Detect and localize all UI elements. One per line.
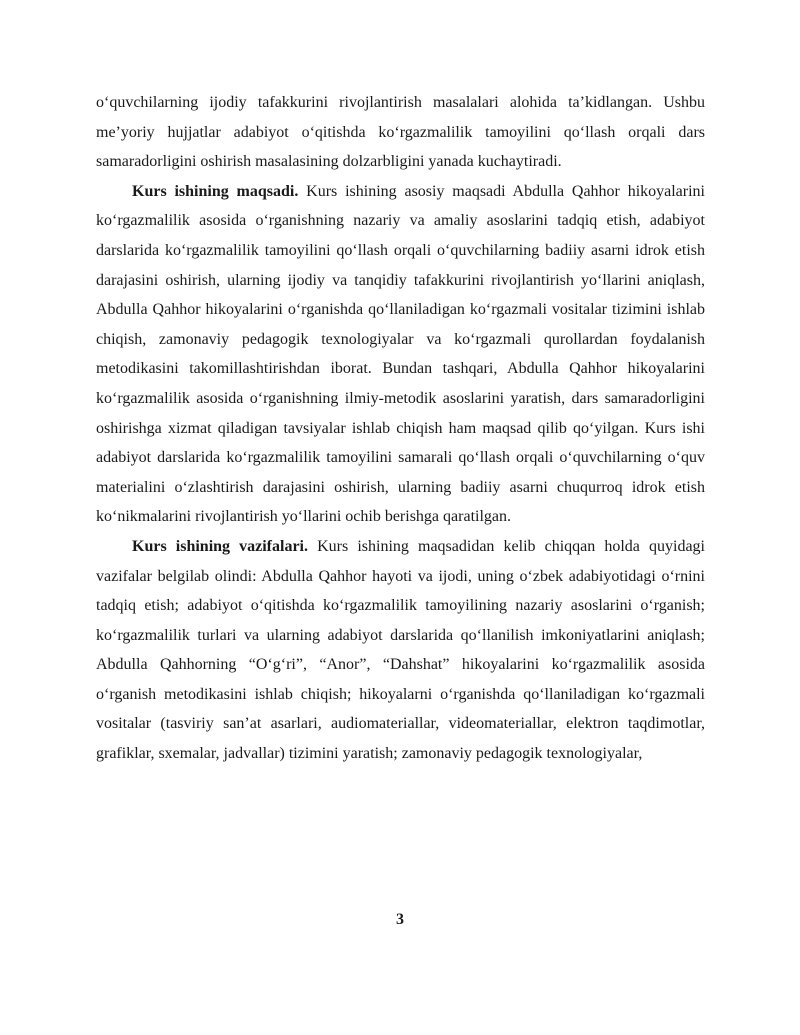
paragraph-tasks [96, 532, 705, 769]
paragraph-text: o‘quvchilarning ijodiy tafakkurini rivojlantirish masalalari alohida ta’kidlangan. Ushbu me’yoriy hujjatlar adabiyot o‘qitishda ko‘rgazmalilik tamoyilini qo‘llash orqali dars samaradorligini oshirish masalasining dolzarbligini yanada kuchaytiradi. [96, 94, 705, 171]
paragraph-goal [96, 177, 705, 532]
paragraph-text: Kurs ishining maqsadidan kelib chiqqan holda quyidagi vazifalar belgilab olindi: Abdulla Qahhor hayoti va ijodi, uning o‘zbek adabiyotidagi o‘rnini tadqiq etish; adabiyot o‘qitishda ko‘rgazmalilik tamoyilining nazariy asoslarini o‘rganish; ko‘rgazmalilik turlari va ularning adabiyot darslarida qo‘llanilish imkoniyatlarini aniqlash; Abdulla Qahhorning “O‘g‘ri”, “Anor”, “Dahshat” hikoyalarini ko‘rgazmalilik asosida o‘rganish metodikasini ishlab chiqish; hikoyalarni o‘rganishda qo‘llaniladigan ko‘rgazmali vositalar (tasviriy san’at asarlari, audiomateriallar, videomateriallar, elektron taqdimotlar, grafiklar, sxemalar, jadvallar) tizimini yaratish; zamonaviy pedagogik texnologiyalar, [96, 537, 706, 763]
page-number: 3 [396, 911, 404, 928]
paragraph-continuation [96, 88, 705, 177]
section-heading-goal: Kurs ishining maqsadi. [132, 182, 299, 200]
document-page [96, 88, 705, 769]
section-heading-tasks: Kurs ishining vazifalari. [132, 537, 309, 555]
paragraph-text: Kurs ishining asosiy maqsadi Abdulla Qahhor hikoyalarini ko‘rgazmalilik asosida o‘rganishning nazariy va amaliy asoslarini tadqiq etish, adabiyot darslarida ko‘rgazmalilik tamoyilini qo‘llash orqali o‘quvchilarning badiiy asarni idrok etish darajasini oshirish, ularning ijodiy va tanqidiy tafakkurini rivojlantirish yo‘llarini aniqlash, Abdulla Qahhor hikoyalarini o‘rganishda qo‘llaniladigan ko‘rgazmali vositalar tizimini ishlab chiqish, zamonaviy pedagogik texnologiyalar va ko‘rgazmali qurollardan foydalanish metodikasini takomillashtirishdan iborat. Bundan tashqari, Abdulla Qahhor hikoyalarini ko‘rgazmalilik asosida o‘rganishning ilmiy-metodik asoslarini yaratish, dars samaradorligini oshirishga xizmat qiladigan tavsiyalar ishlab chiqish ham maqsad qilib qo‘yilgan. Kurs ishi adabiyot darslarida ko‘rgazmalilik tamoyilini samarali qo‘llash orqali o‘quvchilarning o‘quv materialini o‘zlashtirish darajasini oshirish, ularning badiiy asarni chuqurroq idrok etish ko‘nikmalarini rivojlantirish yo‘llarini ochib berishga qaratilgan. [96, 182, 705, 526]
